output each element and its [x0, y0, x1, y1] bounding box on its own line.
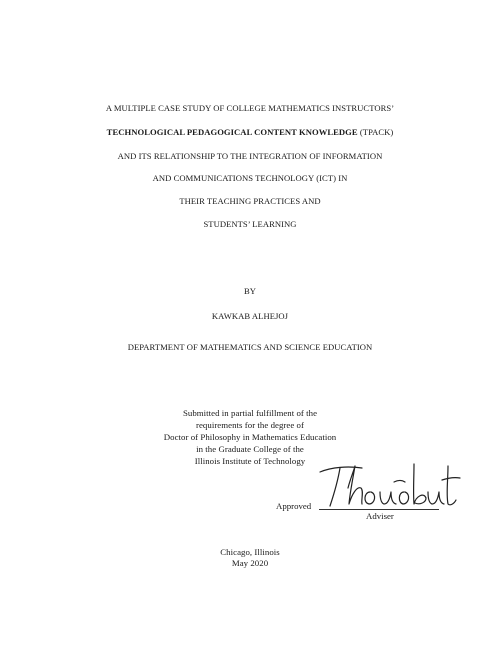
title-line-4: AND COMMUNICATIONS TECHNOLOGY (ICT) IN: [152, 173, 348, 183]
author-name: KAWKAB ALHEJOJ: [211, 311, 289, 321]
location: Chicago, Illinois: [220, 547, 280, 557]
title-line-6: STUDENTS’ LEARNING: [203, 219, 297, 229]
submission-line-1: Submitted in partial fulfillment of the: [182, 408, 318, 418]
title-line-5: THEIR TEACHING PRACTICES AND: [179, 196, 321, 206]
submission-line-3: Doctor of Philosophy in Mathematics Education: [163, 432, 337, 442]
submission-line-5: Illinois Institute of Technology: [194, 456, 306, 466]
adviser-label: Adviser: [366, 511, 394, 521]
title-line-2: [0, 127, 500, 137]
date: May 2020: [231, 558, 269, 568]
approval-block: [276, 486, 466, 526]
submission-line-4: in the Graduate College of the: [196, 444, 304, 454]
title-line-2-rest: (TPACK): [357, 127, 394, 137]
title-line-3: AND ITS RELATIONSHIP TO THE INTEGRATION OF INFORMATION: [117, 151, 383, 161]
department-name: DEPARTMENT OF MATHEMATICS AND SCIENCE EDUCATION: [127, 342, 373, 352]
title-line-1: A MULTIPLE CASE STUDY OF COLLEGE MATHEMATICS INSTRUCTORS’: [105, 103, 395, 113]
signature-line: [319, 509, 439, 510]
signature-icon: [314, 458, 464, 514]
approved-label: Approved: [276, 501, 312, 511]
title-line-2-bold: TECHNOLOGICAL PEDAGOGICAL CONTENT KNOWLEDGE: [106, 127, 358, 137]
submission-line-2: requirements for the degree of: [196, 420, 304, 430]
by-label: BY: [243, 286, 257, 296]
